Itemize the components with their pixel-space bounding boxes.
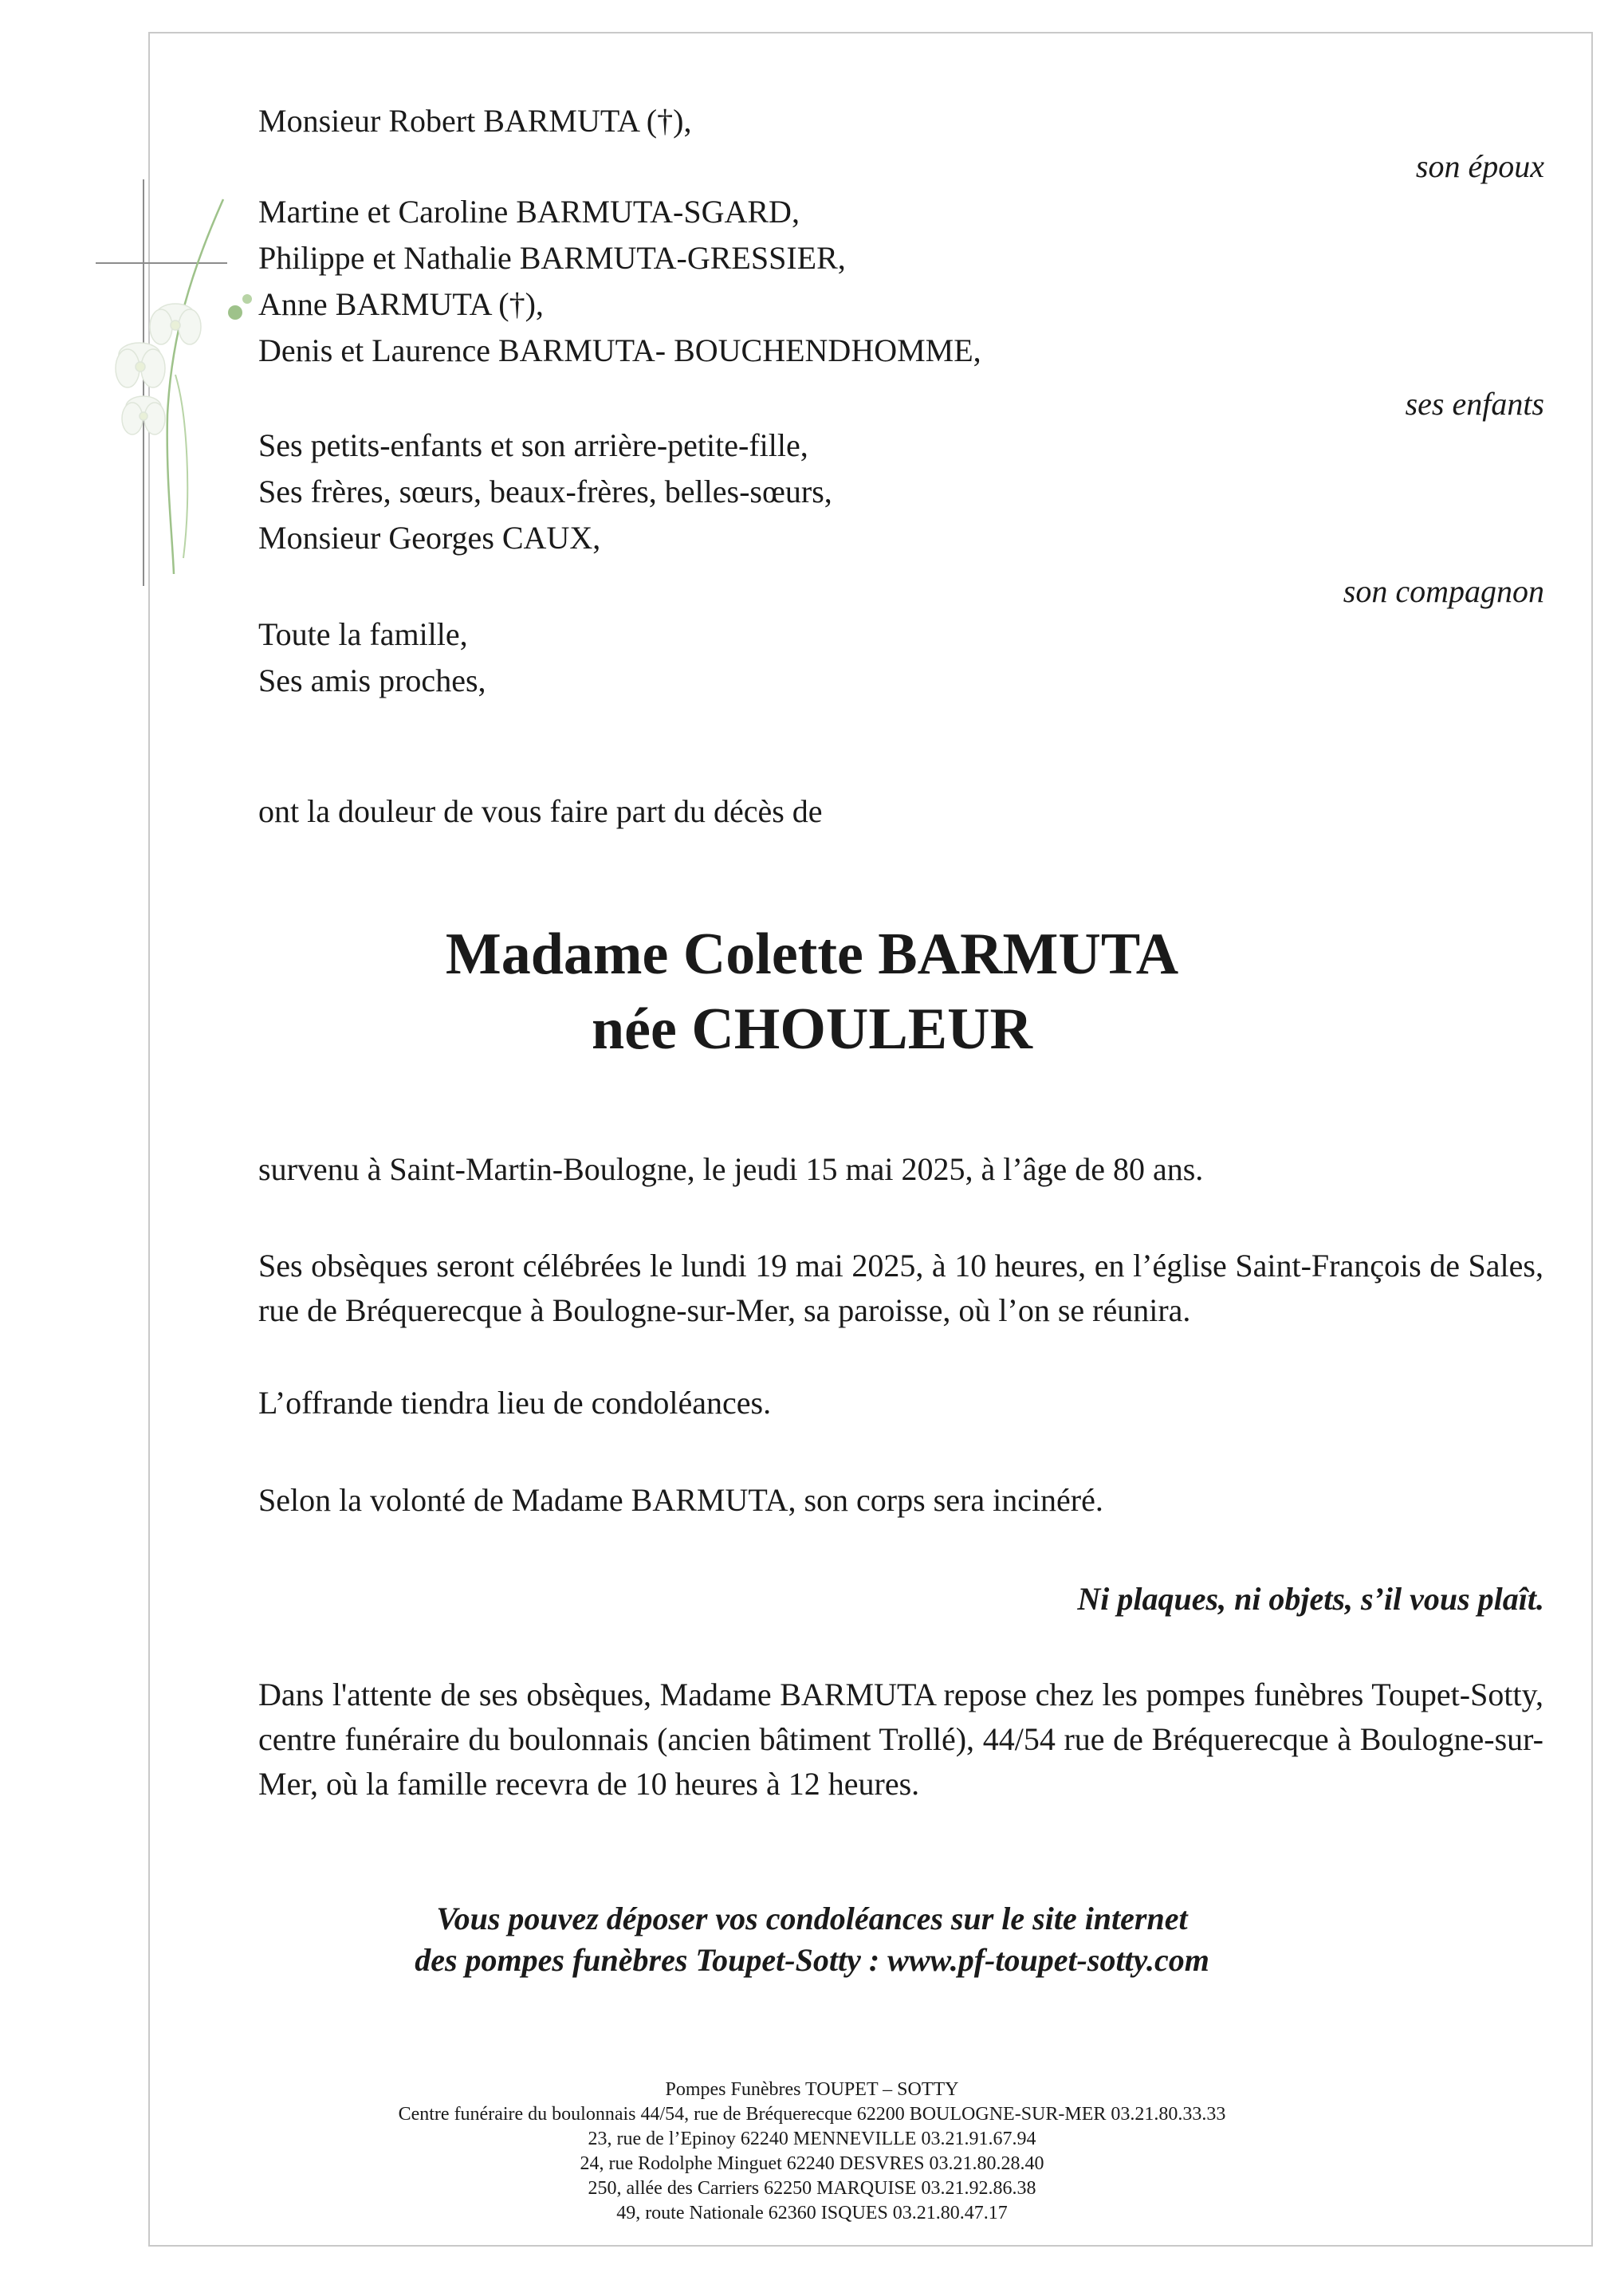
relation-label-spouse: son époux	[1415, 148, 1544, 184]
condolences-line-2: des pompes funèbres Toupet-Sotty : www.pf-toupet-sotty.com	[415, 1942, 1209, 1978]
deceased-maiden-name: née CHOULEUR	[592, 997, 1032, 1062]
orchid-flower-1	[150, 304, 201, 344]
orchid-flower-2	[116, 343, 165, 387]
viewing-details: Dans l'attente de ses obsèques, Madame BARMUTA repose chez les pompes funèbres Toupet-Sotty, centre funéraire du boulonnais (ancien bâtiment Trollé), 44/54 rue de Bréquerecque à Boulogne-sur-Mer, où la famille recevra de 10 heures à 12 heures.	[258, 1677, 1543, 1802]
family-line-child-3: Anne BARMUTA (†),	[258, 286, 544, 322]
family-line-companion: Monsieur Georges CAUX,	[258, 520, 601, 556]
cross-and-orchid-ornament	[96, 175, 279, 590]
footer-address-5: 49, route Nationale 62360 ISQUES 03.21.80.47.17	[616, 2203, 1008, 2223]
family-line-family: Toute la famille,	[258, 616, 468, 652]
family-line-spouse: Monsieur Robert BARMUTA (†),	[258, 103, 692, 139]
relation-label-companion: son compagnon	[1343, 573, 1544, 609]
offering-note: L’offrande tiendra lieu de condoléances.	[258, 1385, 772, 1421]
footer-company: Pompes Funèbres TOUPET – SOTTY	[665, 2079, 959, 2100]
family-line-child-2: Philippe et Nathalie BARMUTA-GRESSIER,	[258, 240, 846, 276]
relation-label-children: ses enfants	[1405, 386, 1544, 422]
footer-address-1: Centre funéraire du boulonnais 44/54, rue de Bréquerecque 62200 BOULOGNE-SUR-MER 03.21.80.33.33	[398, 2104, 1226, 2125]
family-line-child-4: Denis et Laurence BARMUTA- BOUCHENDHOMME,	[258, 332, 981, 368]
deceased-name: Madame Colette BARMUTA	[445, 922, 1179, 987]
no-plaques-note: Ni plaques, ni objets, s’il vous plaît.	[1077, 1581, 1544, 1617]
orchid-bud-small	[242, 294, 252, 304]
condolences-line-1: Vous pouvez déposer vos condoléances sur le site internet	[436, 1901, 1188, 1936]
orchid-stem	[167, 199, 223, 574]
orchid-bud	[228, 305, 242, 320]
footer-address-3: 24, rue Rodolphe Minguet 62240 DESVRES 03.21.80.28.40	[580, 2153, 1044, 2174]
footer-address-4: 250, allée des Carriers 62250 MARQUISE 03.21.92.86.38	[588, 2178, 1036, 2199]
death-details: survenu à Saint-Martin-Boulogne, le jeudi 15 mai 2025, à l’âge de 80 ans.	[258, 1151, 1204, 1187]
family-line-siblings: Ses frères, sœurs, beaux-frères, belles-sœurs,	[258, 474, 832, 509]
cremation-note: Selon la volonté de Madame BARMUTA, son corps sera incinéré.	[258, 1482, 1103, 1518]
funeral-details: Ses obsèques seront célébrées le lundi 19 mai 2025, à 10 heures, en l’église Saint-François de Sales, rue de Bréquerecque à Boulogne-sur-Mer, sa paroisse, où l’on se réunira.	[258, 1248, 1543, 1328]
announcement-line: ont la douleur de vous faire part du décès de	[258, 793, 823, 829]
family-line-friends: Ses amis proches,	[258, 662, 486, 698]
family-line-grandchildren: Ses petits-enfants et son arrière-petite-fille,	[258, 427, 808, 463]
family-line-child-1: Martine et Caroline BARMUTA-SGARD,	[258, 194, 800, 230]
footer-address-2: 23, rue de l’Epinoy 62240 MENNEVILLE 03.21.91.67.94	[588, 2129, 1036, 2149]
orchid-stem-2	[175, 375, 187, 558]
